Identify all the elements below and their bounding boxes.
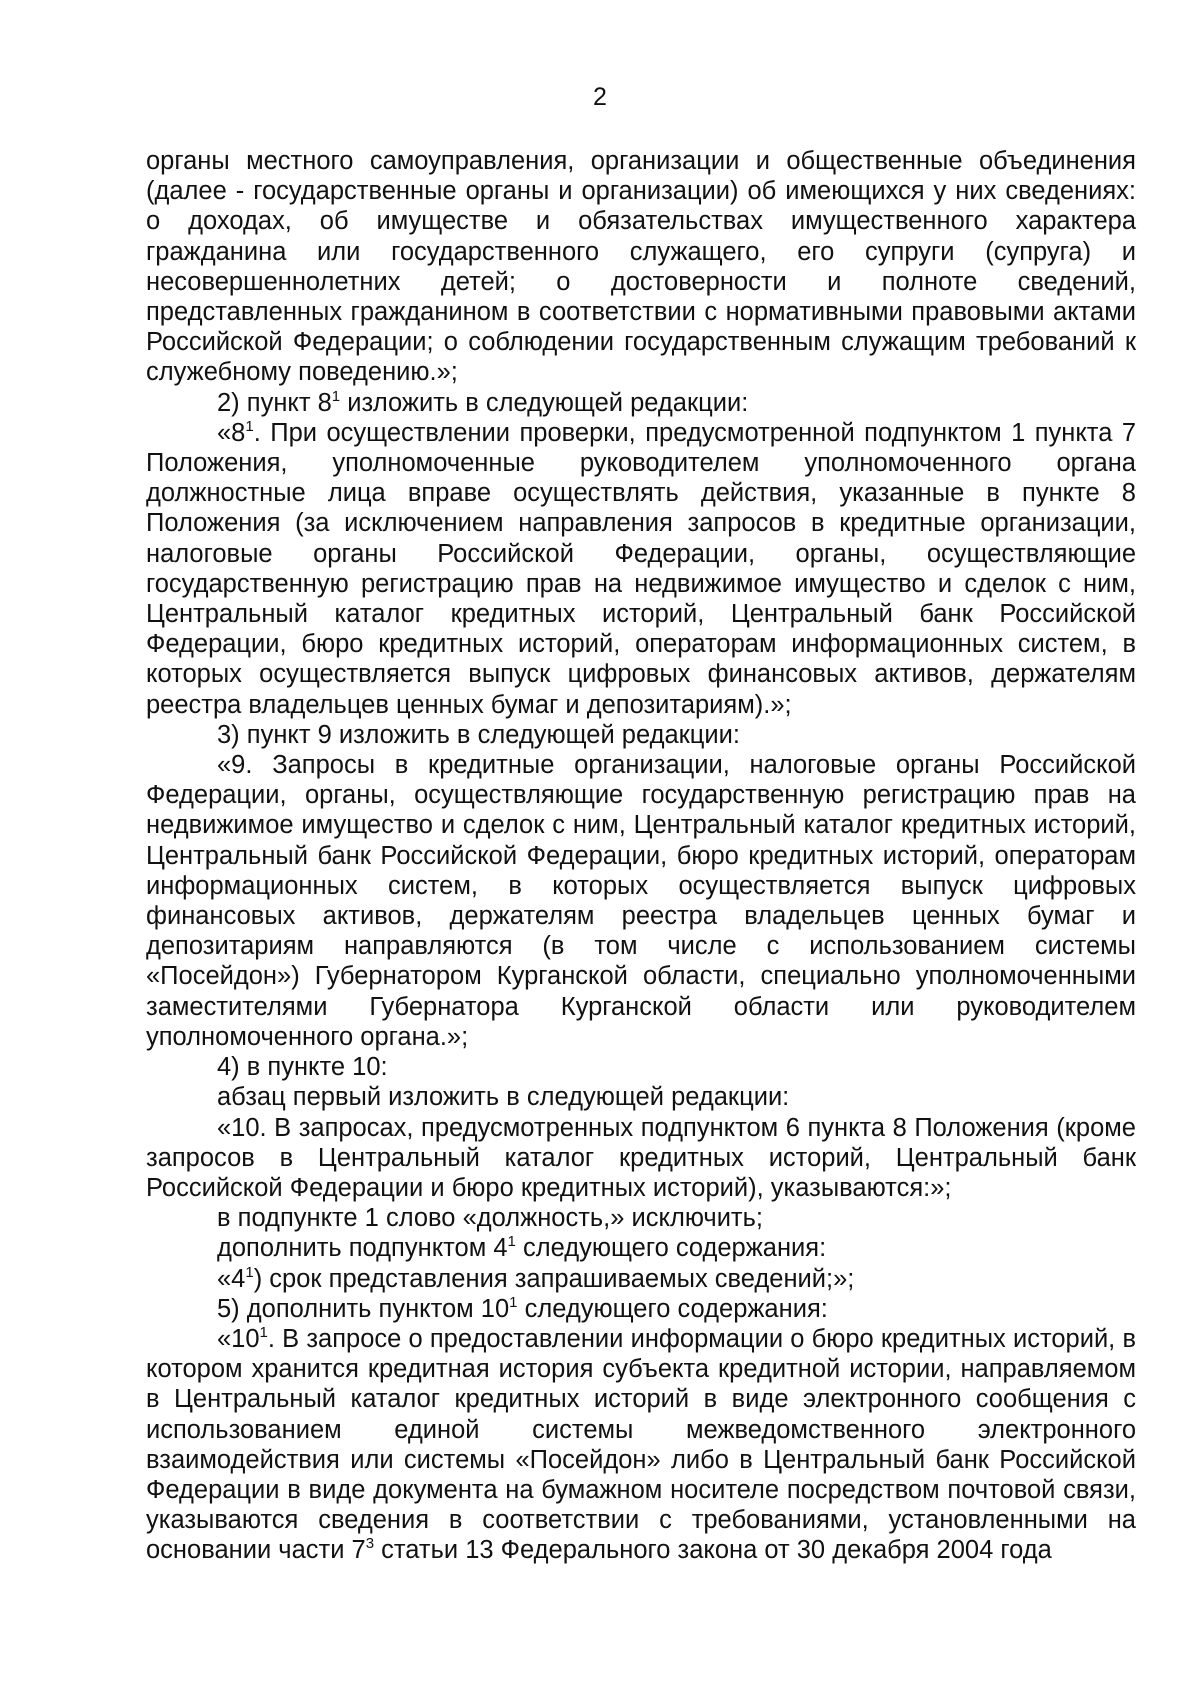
paragraph-text: «9. Запросы в кредитные организации, налоговые органы Российской Федерации, органы, осуществляющие государственную регистрацию прав на недвижимое имущество и сделок с ним, Центральный каталог кредитных историй, Центральный банк Российской Федерации, бюро кредитных историй, операторам информационных систем, в которых осуществляется выпуск цифровых финансовых активов, держателям реестра владельцев ценных бумаг и депозитариям направляются (в том числе с использованием системы «Посейдон») Губернатором Курганской области, специально уполномоченными заместителями Губернатора Курганской области или руководителем уполномоченного органа.»;	[146, 751, 1136, 1051]
paragraph-text: 3) пункт 9 изложить в следующей редакции:	[217, 720, 740, 749]
paragraph	[146, 750, 1136, 1052]
paragraph-text: «10. В запросах, предусмотренных подпунктом 6 пункта 8 Положения (кроме запросов в Центральный каталог кредитных историй, Центральный банк Российской Федерации и бюро кредитных историй), указываются:»;	[146, 1113, 1136, 1202]
paragraph-text: следующего содержания:	[517, 1294, 828, 1323]
superscript: 3	[365, 1535, 375, 1553]
paragraph-text: 4) в пункте 10:	[217, 1053, 388, 1082]
paragraph	[146, 720, 1136, 750]
paragraph-text: статьи 13 Федерального закона от 30 декабря 2004 года	[374, 1536, 1052, 1565]
paragraph	[146, 1264, 1136, 1294]
paragraph-text: в подпункте 1 слово «должность,» исключить;	[217, 1204, 763, 1233]
superscript: 1	[509, 1293, 518, 1311]
paragraph	[146, 1082, 1136, 1112]
paragraph	[146, 418, 1136, 720]
paragraph	[146, 1113, 1136, 1204]
paragraph-text: «4	[217, 1264, 246, 1293]
paragraph	[146, 1052, 1136, 1082]
document-body	[146, 146, 1136, 1566]
page-number: 2	[593, 83, 607, 111]
paragraph-text: . При осуществлении проверки, предусмотренной подпунктом 1 пункта 7 Положения, уполномоченные руководителем уполномоченного органа должностные лица вправе осуществлять действия, указанные в пункте 8 Положения (за исключением направления запросов в кредитные организации, налоговые органы Российской Федерации, органы, осуществляющие государственную регистрацию прав на недвижимое имущество и сделок с ним, Центральный каталог кредитных историй, Центральный банк Российской Федерации, бюро кредитных историй, операторам информационных систем, в которых осуществляется выпуск цифровых финансовых активов, держателям реестра владельцев ценных бумаг и депозитариям).»;	[146, 418, 1136, 719]
paragraph-text: . В запросе о предоставлении информации о бюро кредитных историй, в котором хранится кредитная история субъекта кредитной истории, направляемом в Центральный каталог кредитных историй в виде электронного сообщения с использованием единой системы межведомственного электронного взаимодействия или системы «Посейдон» либо в Центральный банк Российской Федерации в виде документа на бумажном носителе посредством почтовой связи, указываются сведения в соответствии с требованиями, установленными на основании части 7	[146, 1324, 1136, 1565]
paragraph	[146, 146, 1136, 388]
paragraph-text: «8	[217, 418, 246, 447]
superscript: 1	[259, 1323, 268, 1341]
paragraph-text: следующего содержания:	[515, 1234, 827, 1263]
paragraph-text: 5) дополнить пунктом 10	[217, 1294, 510, 1323]
paragraph-text: «10	[217, 1324, 260, 1353]
superscript: 1	[245, 1263, 254, 1281]
paragraph-text: ) срок представления запрашиваемых сведений;»;	[253, 1264, 855, 1293]
superscript: 1	[331, 387, 341, 405]
paragraph	[146, 388, 1136, 418]
paragraph	[146, 1324, 1136, 1566]
paragraph	[146, 1203, 1136, 1233]
superscript: 1	[245, 417, 254, 435]
paragraph-text: 2) пункт 8	[217, 388, 332, 417]
superscript: 1	[507, 1233, 516, 1251]
paragraph	[146, 1294, 1136, 1324]
paragraph-text: изложить в следующей редакции:	[340, 388, 749, 417]
paragraph-text: дополнить подпунктом 4	[217, 1234, 508, 1263]
paragraph	[146, 1233, 1136, 1263]
paragraph-text: абзац первый изложить в следующей редакции:	[217, 1083, 790, 1112]
paragraph-text: органы местного самоуправления, организации и общественные объединения (далее - государственные органы и организации) об имеющихся у них сведениях: о доходах, об имуществе и обязательствах имущественного характера гражданина или государственного служащего, его супруги (супруга) и несовершеннолетних детей; о достоверности и полноте сведений, представленных гражданином в соответствии с нормативными правовыми актами Российской Федерации; о соблюдении государственным служащим требований к служебному поведению.»;	[146, 147, 1136, 387]
